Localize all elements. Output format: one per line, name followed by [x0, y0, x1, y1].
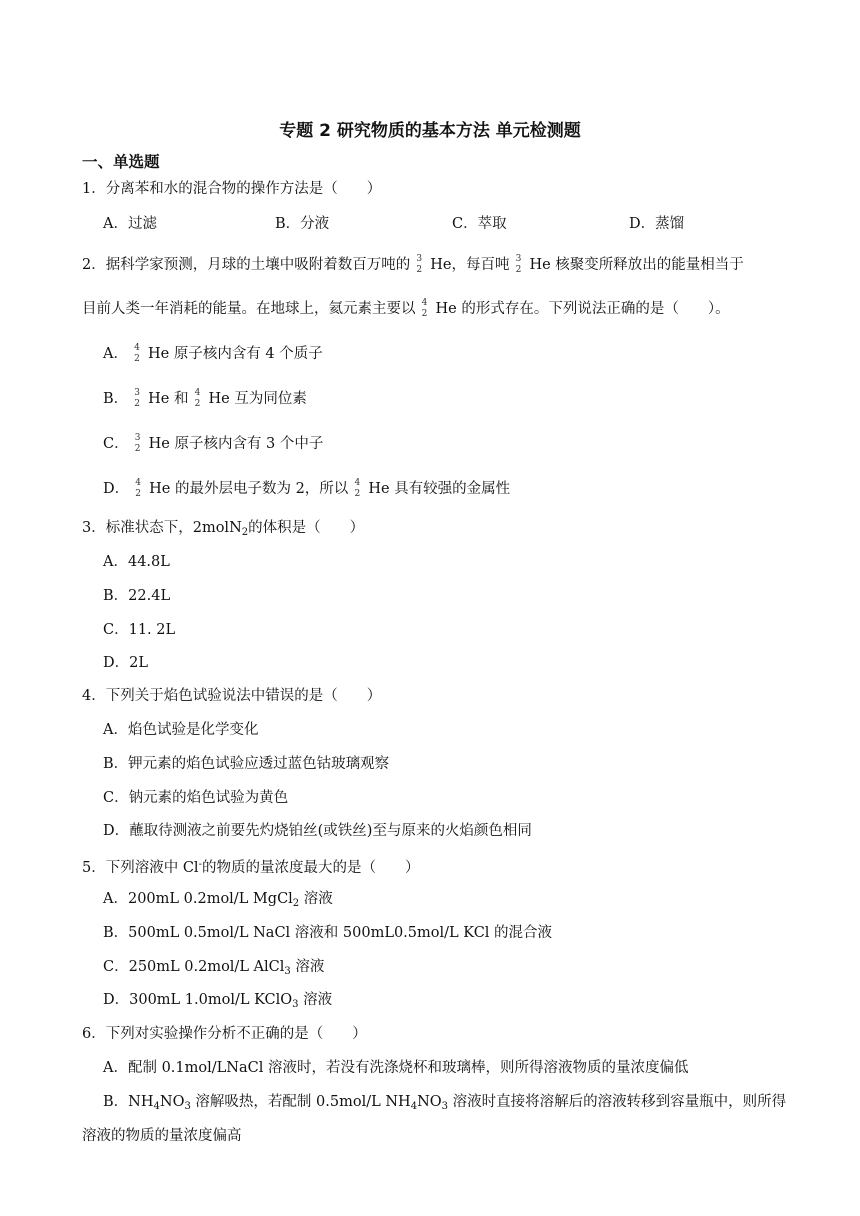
- isotope-he4-symbol: 4 2: [134, 343, 140, 364]
- question-6-stem: 6．下列对实验操作分析不正确的是（ ）: [82, 1026, 367, 1042]
- q3-option-b: B．22.4L: [103, 588, 171, 604]
- q3-option-a: A．44.8L: [103, 554, 170, 570]
- q2-option-a: A． 4 2 He 原子核内含有 4 个质子: [103, 343, 323, 364]
- q1-option-c: C．萃取: [452, 216, 507, 232]
- q6-option-b-line2: 溶液的物质的量浓度偏高: [82, 1128, 242, 1144]
- isotope-he3-symbol: 3 2: [416, 254, 423, 275]
- isotope-he4-symbol: 4 2: [194, 388, 201, 409]
- isotope-he4-symbol: 4 2: [354, 478, 361, 499]
- question-2-stem-line2: 目前人类一年消耗的能量。在地球上，氦元素主要以 4 2 He 的形式存在。下列说法正确的是（ ）。: [82, 298, 730, 319]
- question-3-stem: 3．标准状态下，2molN$_2$的体积是（ ）: [82, 520, 365, 538]
- isotope-he4-symbol: 4 2: [421, 298, 428, 319]
- isotope-he4-symbol: 4 2: [135, 478, 141, 499]
- q2-option-d: D． 4 2 He 的最外层电子数为 2，所以 4 2 He 具有较强的金属性: [103, 478, 511, 499]
- q5-option-c: C．250mL 0.2mol/L AlCl$_3$ 溶液: [103, 959, 325, 977]
- q4-option-b: B．钾元素的焰色试验应透过蓝色钴玻璃观察: [103, 756, 390, 772]
- section-heading: 一、单选题: [82, 153, 160, 171]
- question-4-stem: 4．下列关于焰色试验说法中错误的是（ ）: [82, 688, 382, 704]
- q4-option-c: C．钠元素的焰色试验为黄色: [103, 790, 289, 806]
- q5-option-a: A．200mL 0.2mol/L MgCl$_2$ 溶液: [103, 891, 333, 909]
- question-2-stem-line1: 2．据科学家预测，月球的土壤中吸附着数百万吨的 3 2 He，每百吨 3 2 He 核聚变所释放出的能量相当于: [82, 254, 744, 275]
- q6-option-b-line1: B．$NH_4NO_3$ 溶解吸热，若配制 0.5mol/L $NH_4NO_3$ 溶液时直接将溶解后的溶液转移到容量瓶中，则所得: [103, 1094, 787, 1112]
- q4-option-a: A．焰色试验是化学变化: [103, 722, 259, 738]
- isotope-he3-symbol: 3 2: [134, 388, 141, 409]
- question-5-stem: 5．下列溶液中 Cl-的物质的量浓度最大的是（ ）: [82, 859, 420, 876]
- page-title: 专题 2 研究物质的基本方法 单元检测题: [279, 121, 581, 141]
- q5-option-d: D．300mL 1.0mol/L KClO$_3$ 溶液: [103, 992, 333, 1010]
- isotope-he3-symbol: 3 2: [515, 254, 522, 275]
- q2-option-c: C． 3 2 He 原子核内含有 3 个中子: [103, 433, 324, 454]
- q4-option-d: D．蘸取待测液之前要先灼烧铂丝(或铁丝)至与原来的火焰颜色相同: [103, 823, 532, 839]
- q3-option-c: C．11. 2L: [103, 622, 176, 638]
- q1-option-d: D．蒸馏: [629, 216, 685, 232]
- q5-option-b: B．500mL 0.5mol/L NaCl 溶液和 500mL0.5mol/L KCl 的混合液: [103, 925, 553, 941]
- question-1-stem: 1．分离苯和水的混合物的操作方法是（ ）: [82, 181, 382, 197]
- isotope-he3-symbol: 3 2: [134, 433, 141, 454]
- q2-option-b: B． 3 2 He 和 4 2 He 互为同位素: [103, 388, 307, 409]
- q1-option-b: B．分液: [275, 216, 330, 232]
- q6-option-a: A．配制 0.1mol/LNaCl 溶液时，若没有洗涤烧杯和玻璃棒，则所得溶液物质的量浓度偏低: [103, 1060, 689, 1076]
- q1-option-a: A．过滤: [103, 216, 157, 232]
- q3-option-d: D．2L: [103, 655, 148, 671]
- question-1-options: [103, 212, 823, 232]
